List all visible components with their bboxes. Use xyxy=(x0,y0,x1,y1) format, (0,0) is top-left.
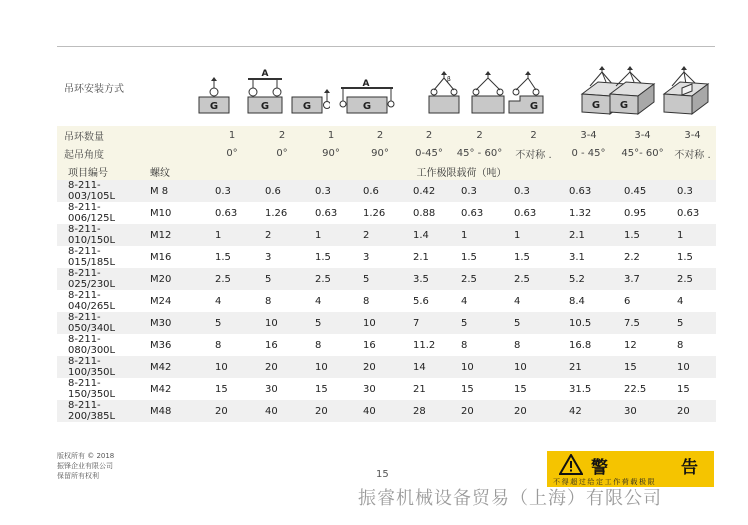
thread-cell: M12 xyxy=(145,224,207,246)
load-value-cell: 1 xyxy=(506,224,561,246)
load-value-cell: 5 xyxy=(669,312,716,334)
load-value-cell: 3 xyxy=(257,246,307,268)
load-value-cell: 3.5 xyxy=(405,268,453,290)
warning-title-a: 警 xyxy=(591,458,608,478)
diagram-g-label: G xyxy=(619,100,629,111)
diagram-g-label: G xyxy=(362,101,372,112)
item-code-cell: 8-211-100/350L xyxy=(57,356,145,378)
load-value-cell: 0.45 xyxy=(616,180,669,202)
load-value-cell: 2 xyxy=(355,224,405,246)
load-value-cell: 5 xyxy=(453,312,506,334)
load-value-cell: 2.5 xyxy=(453,268,506,290)
load-value-cell: 20 xyxy=(506,400,561,422)
load-value-cell: 30 xyxy=(355,378,405,400)
load-value-cell: 10 xyxy=(355,312,405,334)
load-value-cell: 10 xyxy=(257,312,307,334)
thread-cell: M42 xyxy=(145,356,207,378)
load-value-cell: 5 xyxy=(257,268,307,290)
load-value-cell: 0.42 xyxy=(405,180,453,202)
load-value-cell: 0.63 xyxy=(561,180,616,202)
company-line: 振锋企业有限公司 xyxy=(57,462,113,470)
load-value-cell: 0.88 xyxy=(405,202,453,224)
item-code-cell: 8-211-025/230L xyxy=(57,268,145,290)
diagram-g-label: G xyxy=(591,100,601,111)
load-value-cell: 0.3 xyxy=(506,180,561,202)
load-value-cell: 20 xyxy=(207,400,257,422)
load-value-cell: 0.3 xyxy=(207,180,257,202)
lift-angle-row xyxy=(57,144,716,162)
ring-count-cell: 1 xyxy=(307,126,355,144)
load-value-cell: 7 xyxy=(405,312,453,334)
load-value-cell: 21 xyxy=(405,378,453,400)
top-rule xyxy=(57,46,715,47)
load-value-cell: 0.63 xyxy=(669,202,716,224)
diagram-double-angled-wide xyxy=(470,64,506,116)
load-value-cell: 2.1 xyxy=(561,224,616,246)
load-limit-header: 工作极限载荷（吨） xyxy=(207,162,716,180)
load-value-cell: 15 xyxy=(453,378,506,400)
diagram-multi-leg-asym xyxy=(662,64,712,118)
load-value-cell: 2.5 xyxy=(207,268,257,290)
ring-count-cell: 2 xyxy=(506,126,561,144)
load-value-cell: 4 xyxy=(307,290,355,312)
thread-cell: M20 xyxy=(145,268,207,290)
load-value-cell: 5 xyxy=(355,268,405,290)
load-value-cell: 8 xyxy=(506,334,561,356)
ring-count-label: 吊环数量 xyxy=(57,126,207,144)
load-value-cell: 21 xyxy=(561,356,616,378)
install-method-label: 吊环安装方式 xyxy=(64,84,124,95)
warning-banner xyxy=(547,451,714,487)
load-value-cell: 20 xyxy=(355,356,405,378)
load-value-cell: 15 xyxy=(616,356,669,378)
thread-cell: M36 xyxy=(145,334,207,356)
load-value-cell: 5 xyxy=(307,312,355,334)
load-value-cell: 3.1 xyxy=(561,246,616,268)
table-row xyxy=(57,202,716,224)
lift-angle-cell: 不对称 . xyxy=(506,144,561,162)
load-value-cell: 20 xyxy=(453,400,506,422)
column-header-row xyxy=(57,162,716,180)
load-value-cell: 1.32 xyxy=(561,202,616,224)
load-value-cell: 42 xyxy=(561,400,616,422)
load-value-cell: 0.6 xyxy=(355,180,405,202)
warning-subtitle: 不得超过给定工作荷载极限 xyxy=(553,478,657,486)
lift-angle-cell: 45°- 60° xyxy=(616,144,669,162)
table-row xyxy=(57,400,716,422)
load-value-cell: 1.5 xyxy=(453,246,506,268)
ring-count-cell: 2 xyxy=(355,126,405,144)
load-value-cell: 0.95 xyxy=(616,202,669,224)
load-value-cell: 8 xyxy=(453,334,506,356)
load-value-cell: 0.3 xyxy=(453,180,506,202)
load-value-cell: 11.2 xyxy=(405,334,453,356)
thread-cell: M10 xyxy=(145,202,207,224)
item-code-cell: 8-211-200/385L xyxy=(57,400,145,422)
ring-count-row xyxy=(57,126,716,144)
load-value-cell: 4 xyxy=(207,290,257,312)
rights-line: 保留所有权利 xyxy=(57,472,99,480)
load-value-cell: 8 xyxy=(257,290,307,312)
load-value-cell: 15 xyxy=(307,378,355,400)
load-value-cell: 2.5 xyxy=(307,268,355,290)
load-value-cell: 30 xyxy=(616,400,669,422)
load-value-cell: 16.8 xyxy=(561,334,616,356)
thread-cell: M16 xyxy=(145,246,207,268)
warning-title-b: 告 xyxy=(681,458,698,478)
ring-count-cell: 2 xyxy=(453,126,506,144)
lift-angle-cell: 0° xyxy=(257,144,307,162)
load-value-cell: 1 xyxy=(669,224,716,246)
ring-count-cell: 2 xyxy=(257,126,307,144)
item-code-cell: 8-211-150/350L xyxy=(57,378,145,400)
load-value-cell: 4 xyxy=(453,290,506,312)
load-value-cell: 3 xyxy=(355,246,405,268)
diagram-single-vertical xyxy=(197,64,231,116)
load-value-cell: 20 xyxy=(257,356,307,378)
load-value-cell: 40 xyxy=(355,400,405,422)
item-code-cell: 8-211-080/300L xyxy=(57,334,145,356)
diagram-a-label: A xyxy=(261,69,269,79)
load-value-cell: 0.63 xyxy=(506,202,561,224)
thread-cell: M30 xyxy=(145,312,207,334)
load-value-cell: 15 xyxy=(207,378,257,400)
table-row xyxy=(57,378,716,400)
lift-angle-cell: 90° xyxy=(355,144,405,162)
load-value-cell: 0.3 xyxy=(669,180,716,202)
load-value-cell: 1 xyxy=(207,224,257,246)
item-code-cell: 8-211-010/150L xyxy=(57,224,145,246)
item-code-cell: 8-211-006/125L xyxy=(57,202,145,224)
load-value-cell: 1.4 xyxy=(405,224,453,246)
thread-cell: M42 xyxy=(145,378,207,400)
load-value-cell: 7.5 xyxy=(616,312,669,334)
load-value-cell: 12 xyxy=(616,334,669,356)
table-row xyxy=(57,268,716,290)
table-row xyxy=(57,246,716,268)
load-value-cell: 1.26 xyxy=(355,202,405,224)
load-value-cell: 28 xyxy=(405,400,453,422)
load-value-cell: 40 xyxy=(257,400,307,422)
load-value-cell: 10 xyxy=(669,356,716,378)
load-value-cell: 14 xyxy=(405,356,453,378)
load-value-cell: 0.63 xyxy=(307,202,355,224)
load-value-cell: 5 xyxy=(207,312,257,334)
load-value-cell: 5.2 xyxy=(561,268,616,290)
load-value-cell: 16 xyxy=(257,334,307,356)
item-no-header: 项目编号 xyxy=(57,162,145,180)
load-value-cell: 0.63 xyxy=(453,202,506,224)
load-value-cell: 1.5 xyxy=(207,246,257,268)
copyright-line: 版权所有 © 2018 xyxy=(57,452,115,460)
load-value-cell: 30 xyxy=(257,378,307,400)
load-value-cell: 2.2 xyxy=(616,246,669,268)
load-value-cell: 4 xyxy=(506,290,561,312)
lift-angle-label: 起吊角度 xyxy=(57,144,207,162)
load-value-cell: 6 xyxy=(616,290,669,312)
warning-triangle-icon xyxy=(559,454,583,475)
load-limit-table xyxy=(57,126,716,422)
table-row xyxy=(57,312,716,334)
copyright-block xyxy=(57,451,114,481)
load-value-cell: 0.6 xyxy=(257,180,307,202)
diagram-double-vertical xyxy=(245,64,285,116)
table-row xyxy=(57,180,716,202)
load-value-cell: 5 xyxy=(506,312,561,334)
load-value-cell: 1 xyxy=(453,224,506,246)
diagram-asymmetric xyxy=(506,64,546,116)
thread-cell: M48 xyxy=(145,400,207,422)
item-code-cell: 8-211-015/185L xyxy=(57,246,145,268)
diagram-double-side xyxy=(338,64,396,116)
load-value-cell: 2.5 xyxy=(669,268,716,290)
load-value-cell: 8 xyxy=(307,334,355,356)
load-value-cell: 15 xyxy=(669,378,716,400)
page-number: 15 xyxy=(376,469,389,480)
ring-count-cell: 3-4 xyxy=(561,126,616,144)
diagram-double-angled xyxy=(426,64,462,116)
load-value-cell: 1.5 xyxy=(307,246,355,268)
load-value-cell: 15 xyxy=(506,378,561,400)
load-value-cell: 5.6 xyxy=(405,290,453,312)
load-value-cell: 4 xyxy=(669,290,716,312)
load-value-cell: 10 xyxy=(506,356,561,378)
item-code-cell: 8-211-003/105L xyxy=(57,180,145,202)
load-value-cell: 10.5 xyxy=(561,312,616,334)
diagram-g-label: G xyxy=(529,101,539,112)
table-row xyxy=(57,356,716,378)
lift-angle-cell: 0-45° xyxy=(405,144,453,162)
load-value-cell: 10 xyxy=(453,356,506,378)
diagram-a-label: A xyxy=(362,79,370,89)
load-value-cell: 10 xyxy=(207,356,257,378)
lift-angle-cell: 90° xyxy=(307,144,355,162)
load-value-cell: 1.26 xyxy=(257,202,307,224)
load-value-cell: 0.3 xyxy=(307,180,355,202)
item-code-cell: 8-211-040/265L xyxy=(57,290,145,312)
load-value-cell: 20 xyxy=(669,400,716,422)
load-value-cell: 8 xyxy=(207,334,257,356)
table-row xyxy=(57,224,716,246)
diagram-beta-label: β xyxy=(447,76,451,83)
load-value-cell: 1 xyxy=(307,224,355,246)
load-value-cell: 8 xyxy=(355,290,405,312)
ring-count-cell: 3-4 xyxy=(669,126,716,144)
thread-cell: M24 xyxy=(145,290,207,312)
load-value-cell: 8 xyxy=(669,334,716,356)
item-code-cell: 8-211-050/340L xyxy=(57,312,145,334)
table-row xyxy=(57,334,716,356)
load-value-cell: 1.5 xyxy=(669,246,716,268)
thread-cell: M 8 xyxy=(145,180,207,202)
load-value-cell: 16 xyxy=(355,334,405,356)
load-value-cell: 1.5 xyxy=(616,224,669,246)
install-diagrams xyxy=(190,64,716,120)
diagram-single-side xyxy=(290,64,330,116)
load-value-cell: 1.5 xyxy=(506,246,561,268)
table-row xyxy=(57,290,716,312)
lift-angle-cell: 不对称 . xyxy=(669,144,716,162)
diagram-g-label: G xyxy=(209,101,219,112)
load-value-cell: 2 xyxy=(257,224,307,246)
lift-angle-cell: 0 - 45° xyxy=(561,144,616,162)
ring-count-cell: 3-4 xyxy=(616,126,669,144)
lift-angle-cell: 0° xyxy=(207,144,257,162)
lift-angle-cell: 45° - 60° xyxy=(453,144,506,162)
load-value-cell: 31.5 xyxy=(561,378,616,400)
load-value-cell: 2.1 xyxy=(405,246,453,268)
load-value-cell: 2.5 xyxy=(506,268,561,290)
diagram-g-label: G xyxy=(260,101,270,112)
diagram-g-label: G xyxy=(302,101,312,112)
diagram-multi-leg-wide xyxy=(608,64,656,118)
load-value-cell: 20 xyxy=(307,400,355,422)
thread-header: 螺纹 xyxy=(145,162,207,180)
load-value-cell: 10 xyxy=(307,356,355,378)
load-value-cell: 8.4 xyxy=(561,290,616,312)
ring-count-cell: 1 xyxy=(207,126,257,144)
load-value-cell: 3.7 xyxy=(616,268,669,290)
ring-count-cell: 2 xyxy=(405,126,453,144)
load-value-cell: 0.63 xyxy=(207,202,257,224)
load-value-cell: 22.5 xyxy=(616,378,669,400)
company-watermark: 振睿机械设备贸易（上海）有限公司 xyxy=(358,488,662,509)
